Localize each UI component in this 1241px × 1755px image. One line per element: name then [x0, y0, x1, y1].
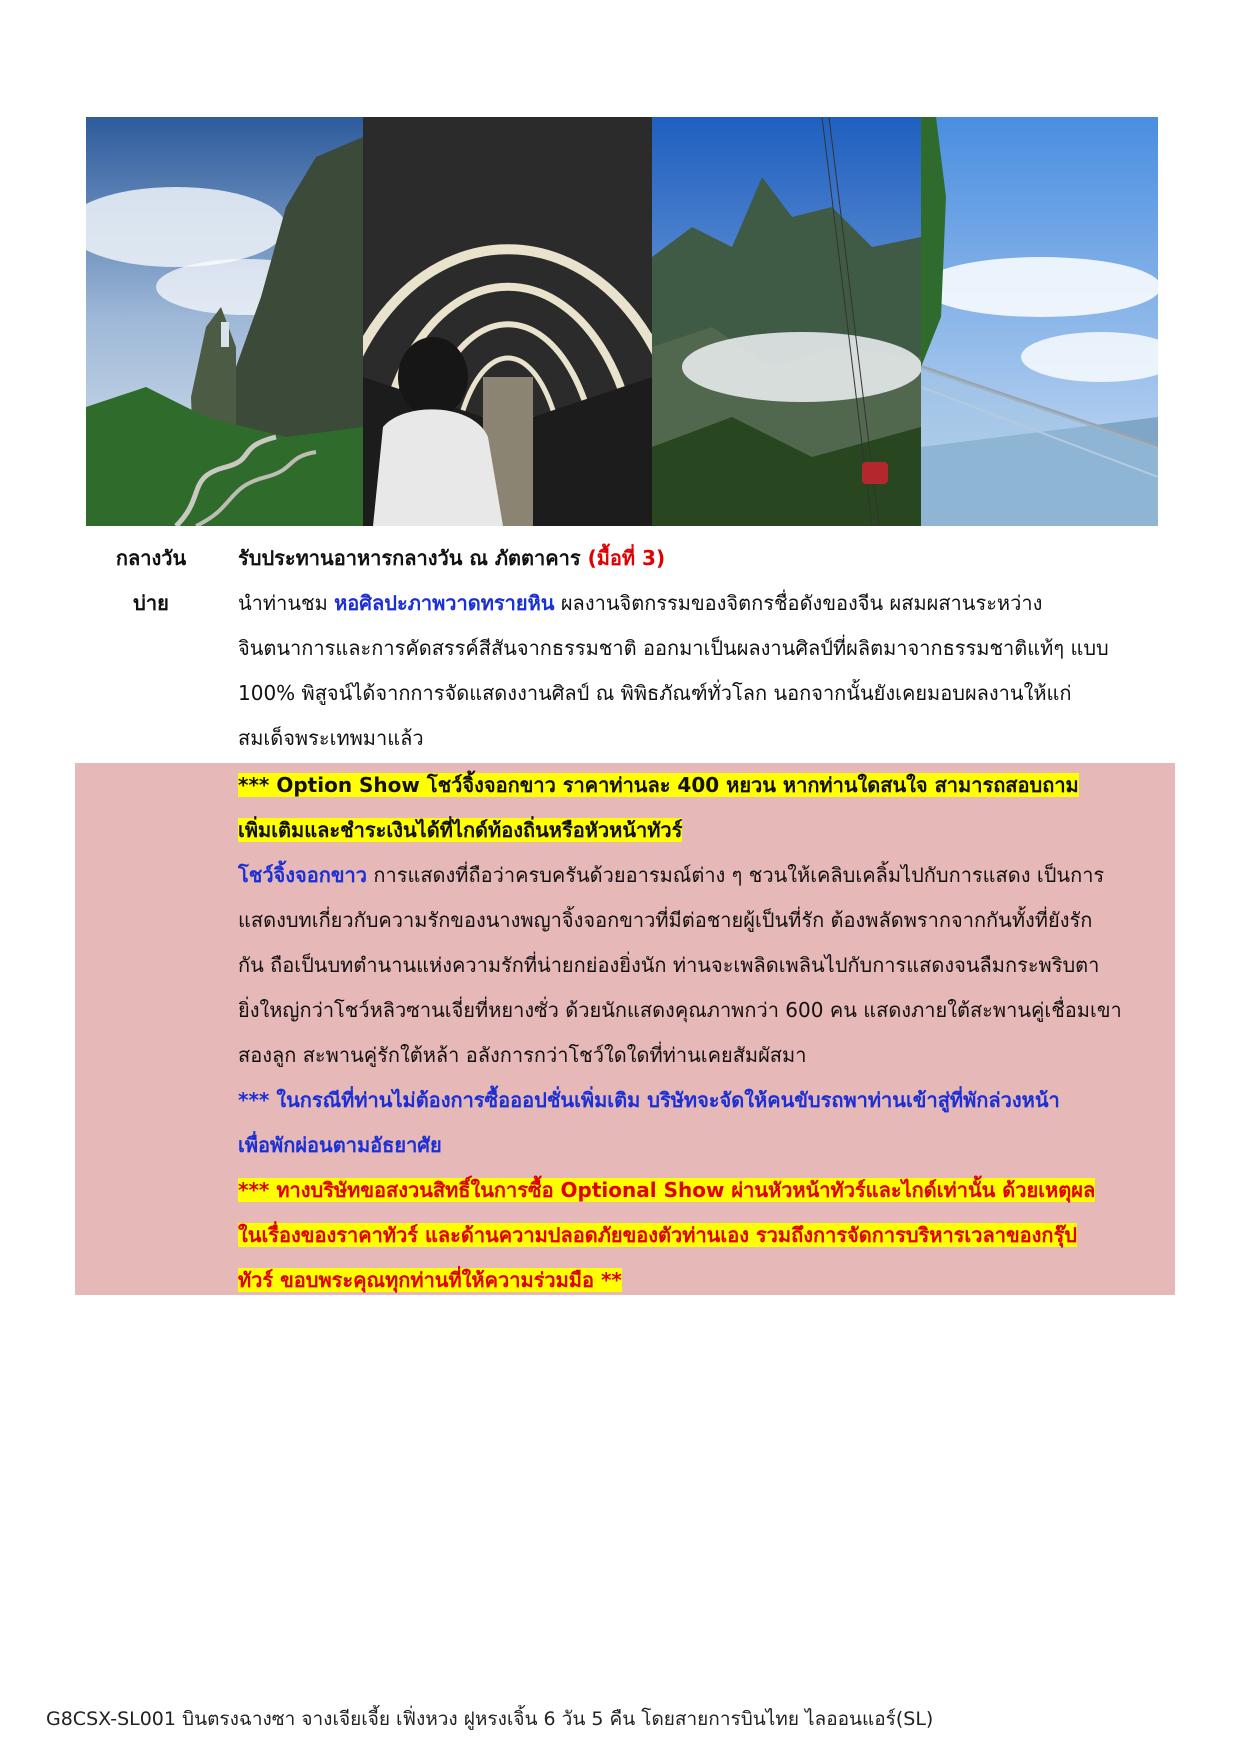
- reserve-line-3: ทัวร์ ขอบพระคุณทุกท่านที่ให้ความร่วมมือ **: [238, 1268, 622, 1292]
- page-footer: G8CSX-SL001 บินตรงฉางซา จางเจียเจี้ย เฟิ่งหวง ฝูหรงเจิ้น 6 วัน 5 คืน โดยสายการบินไทย ไลออนแอร์(SL): [46, 1708, 934, 1730]
- show-desc-line-1: การแสดงที่ถือว่าครบครันด้วยอารมณ์ต่าง ๆ ชวนให้เคลิบเคลิ้มไปกับการแสดง เป็นการ: [367, 863, 1105, 887]
- show-desc-line-2: แสดงบทเกี่ยวกับความรักของนางพญาจิ้งจอกขาวที่มีต่อชายผู้เป็นที่รัก ต้องพลัดพรากจากกันทั้งที่ยังรัก: [238, 908, 1093, 932]
- photo-cable-car: [652, 117, 921, 526]
- photo-escalator-tunnel: [363, 117, 652, 526]
- no-option-notice: [238, 1078, 1163, 1168]
- option-notice-line-2: เพิ่มเติมและชำระเงินได้ที่ไกด์ท้องถิ่นหรือหัวหน้าทัวร์: [238, 818, 683, 842]
- show-desc-line-3: กัน ถือเป็นบทตำนานแห่งความรักที่น่ายกย่องยิ่งนัก ท่านจะเพลิดเพลินไปกับการแสดงจนลืมกระพริบตา: [238, 953, 1100, 977]
- reserve-rights-notice: [238, 1168, 1163, 1303]
- show-name: โชว์จิ้งจอกขาว: [238, 863, 368, 887]
- afternoon-line-1: นำท่านชม หอศิลปะภาพวาดทรายหิน ผลงานจิตกรรมของจิตกรชื่อดังของจีน ผสมผสานระหว่าง: [238, 591, 1043, 615]
- afternoon-line-2: จินตนาการและการคัดสรรค์สีสันจากธรรมชาติ ออกมาเป็นผลงานศิลป์ที่ผลิตมาจากธรรมชาติแท้ๆ แบบ: [238, 636, 1109, 660]
- lunch-time-label: กลางวัน: [115, 546, 187, 570]
- option-notice: [238, 763, 1163, 853]
- reserve-line-1: *** ทางบริษัทขอสงวนสิทธิ์ในการซื้อ Optional Show ผ่านหัวหน้าทัวร์และไกด์เท่านั้น ด้วยเหตุผล: [238, 1178, 1096, 1202]
- afternoon-line-3: 100% พิสูจน์ได้จากการจัดแสดงงานศิลป์ ณ พิพิธภัณฑ์ทั่วโลก นอกจากนั้นยังเคยมอบผลงานให้แก่: [238, 681, 1072, 705]
- afternoon-description: [238, 581, 1163, 761]
- reserve-line-2: ในเรื่องของราคาทัวร์ และด้านความปลอดภัยของตัวท่านเอง รวมถึงการจัดการบริหารเวลาของกรุ๊ป: [238, 1223, 1077, 1247]
- option-notice-line-1: *** Option Show โชว์จิ้งจอกขาว ราคาท่านละ 400 หยวน หากท่านใดสนใจ สามารถสอบถาม: [238, 773, 1079, 797]
- venue-name: หอศิลปะภาพวาดทรายหิน: [334, 591, 555, 615]
- lunch-description: รับประทานอาหารกลางวัน ณ ภัตตาคาร: [238, 546, 581, 570]
- no-option-line-2: เพื่อพักผ่อนตามอัธยาศัย: [238, 1133, 442, 1157]
- show-desc-line-5: สองลูก สะพานคู่รักใต้หล้า อลังการกว่าโชว์ใดใดที่ท่านเคยสัมผัสมา: [238, 1043, 807, 1067]
- show-description: [238, 853, 1163, 1078]
- afternoon-intro: นำท่านชม: [238, 591, 328, 615]
- photo-strip: [86, 117, 1158, 526]
- show-desc-line-4: ยิ่งใหญ่กว่าโชว์หลิวซานเจี่ยที่หยางซั่ว ด้วยนักแสดงคุณภาพกว่า 600 คน แสดงภายใต้สะพานคู่เชื่อมเขา: [238, 998, 1122, 1022]
- afternoon-line-4: สมเด็จพระเทพมาแล้ว: [238, 726, 424, 750]
- photo-glass-skywalk: [921, 117, 1158, 526]
- photo-tianmen-mountain: [86, 117, 363, 526]
- lunch-meal-number: (มื้อที่ 3): [587, 546, 666, 570]
- lunch-text: [238, 536, 1163, 581]
- afternoon-time-label: บ่าย: [133, 591, 169, 615]
- no-option-line-1: *** ในกรณีที่ท่านไม่ต้องการซื้อออปชั่นเพิ่มเติม บริษัทจะจัดให้คนขับรถพาท่านเข้าสู่ที่พักล่วงหน้า: [238, 1088, 1060, 1112]
